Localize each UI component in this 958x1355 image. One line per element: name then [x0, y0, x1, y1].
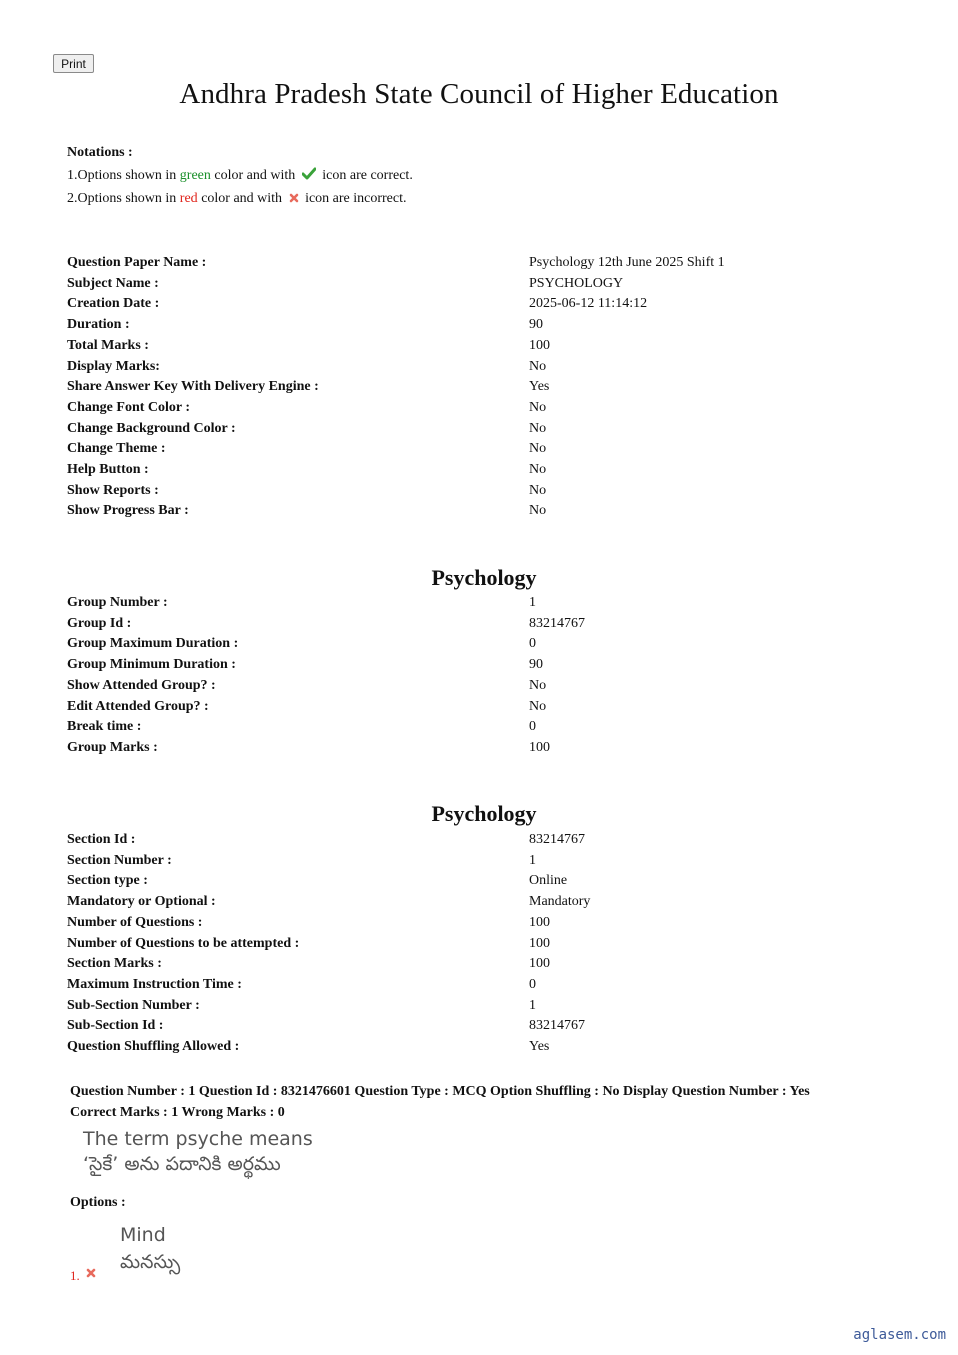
- paper-info-row: [67, 253, 887, 274]
- option-1-number: 1.: [70, 1268, 80, 1283]
- paper-info-value: 100: [529, 337, 550, 353]
- red-word: red: [179, 191, 198, 206]
- notation-text: 2.Options shown in: [67, 191, 177, 206]
- section-info-label: Section Marks :: [67, 956, 162, 972]
- section-info-label: Section Number :: [67, 852, 172, 868]
- paper-info-row: [67, 398, 887, 419]
- section-info-label: Question Shuffling Allowed :: [67, 1039, 240, 1055]
- section-info-row: [67, 871, 887, 892]
- section-info-row: [67, 851, 887, 872]
- paper-info-label: Total Marks :: [67, 337, 149, 353]
- paper-info-row: [67, 439, 887, 460]
- section-info-label: Mandatory or Optional :: [67, 894, 216, 910]
- paper-info-row: [67, 460, 887, 481]
- paper-info-row: [67, 274, 887, 295]
- group-info-label: Break time :: [67, 719, 142, 735]
- paper-info-label: Change Font Color :: [67, 399, 191, 415]
- paper-info-value: No: [529, 358, 547, 374]
- section-info-value: Online: [529, 873, 568, 889]
- section-info-row: [67, 996, 887, 1017]
- question-meta-line: Question Number : 1 Question Id : 8321476601 Question Type : MCQ Option Shuffling : No Display Question Number : Yes: [70, 1084, 810, 1099]
- section-info-label: Number of Questions :: [67, 914, 203, 930]
- paper-info-label: Change Theme :: [67, 441, 166, 457]
- group-info-table: [67, 593, 887, 759]
- paper-info-row: [67, 501, 887, 522]
- paper-info-label: Display Marks:: [67, 358, 160, 374]
- question-text: [83, 1127, 313, 1177]
- group-info-value: No: [529, 677, 547, 693]
- section-info-label: Maximum Instruction Time :: [67, 976, 242, 992]
- group-info-row: [67, 738, 887, 759]
- group-info-row: [67, 717, 887, 738]
- group-info-label: Group Number :: [67, 595, 168, 610]
- section-info-value: Mandatory: [529, 894, 591, 910]
- section-info-row: [67, 913, 887, 934]
- group-info-label: Show Attended Group? :: [67, 677, 216, 693]
- section-info-value: 83214767: [529, 1018, 585, 1034]
- notation-text: icon are incorrect.: [305, 191, 407, 206]
- paper-info-row: [67, 377, 887, 398]
- paper-info-value: 2025-06-12 11:14:12: [529, 296, 648, 312]
- section-info-value: 100: [529, 956, 550, 972]
- group-info-row: [67, 593, 887, 614]
- paper-info-value: PSYCHOLOGY: [529, 275, 624, 291]
- option-1-text-en: Mind: [120, 1224, 166, 1246]
- notation-correct: [67, 164, 413, 187]
- section-info-value: Yes: [529, 1039, 550, 1055]
- notations-heading: Notations :: [67, 145, 133, 160]
- paper-info-value: No: [529, 503, 547, 519]
- section-info-value: 83214767: [529, 832, 585, 847]
- group-info-value: No: [529, 698, 547, 714]
- group-info-row: [67, 634, 887, 655]
- print-button[interactable]: Print: [53, 54, 94, 73]
- cross-icon: [289, 193, 299, 203]
- paper-info-row: [67, 357, 887, 378]
- section-info-label: Number of Questions to be attempted :: [67, 935, 300, 951]
- group-info-row: [67, 697, 887, 718]
- paper-info-value: No: [529, 420, 547, 436]
- paper-info-value: No: [529, 462, 547, 478]
- paper-info-label: Share Answer Key With Delivery Engine :: [67, 379, 319, 395]
- group-info-value: 90: [529, 657, 543, 673]
- section-info-label: Sub-Section Id :: [67, 1018, 164, 1034]
- paper-info-label: Help Button :: [67, 462, 149, 478]
- notation-incorrect: [67, 187, 413, 210]
- section-info-row: [67, 1037, 887, 1058]
- cross-icon: [86, 1268, 96, 1278]
- section-info-row: [67, 975, 887, 996]
- section-info-label: Section Id :: [67, 832, 136, 847]
- notation-text: 1.Options shown in: [67, 168, 177, 183]
- paper-info-row: [67, 419, 887, 440]
- section-info-row: [67, 954, 887, 975]
- group-info-value: 83214767: [529, 615, 585, 631]
- question-text-en: The term psyche means: [83, 1128, 313, 1150]
- paper-info-label: Show Reports :: [67, 482, 159, 498]
- paper-info-value: No: [529, 399, 547, 415]
- group-title: Psychology: [431, 565, 537, 590]
- group-info-label: Group Minimum Duration :: [67, 657, 236, 673]
- group-info-label: Group Marks :: [67, 739, 158, 755]
- group-info-label: Group Id :: [67, 615, 132, 631]
- paper-info-label: Question Paper Name :: [67, 255, 207, 270]
- section-info-value: 1: [529, 852, 536, 868]
- notation-text: color and with: [201, 191, 283, 206]
- option-1-text-te: మనస్సు: [120, 1251, 181, 1273]
- group-info-value: 100: [529, 739, 550, 755]
- paper-info-label: Subject Name :: [67, 275, 159, 291]
- paper-info-label: Change Background Color :: [67, 420, 236, 436]
- paper-info-value: No: [529, 441, 547, 457]
- paper-info-value: Psychology 12th June 2025 Shift 1: [529, 255, 725, 270]
- group-info-value: 0: [529, 636, 536, 652]
- group-info-row: [67, 614, 887, 635]
- section-info-value: 100: [529, 935, 550, 951]
- notations: [67, 141, 413, 210]
- group-info-row: [67, 655, 887, 676]
- group-info-label: Edit Attended Group? :: [67, 698, 209, 714]
- check-icon: [302, 167, 316, 180]
- section-info-value: 1: [529, 997, 536, 1013]
- paper-info-label: Creation Date :: [67, 296, 160, 312]
- section-info-label: Sub-Section Number :: [67, 997, 200, 1013]
- section-info-row: [67, 1016, 887, 1037]
- paper-info-value: Yes: [529, 379, 550, 395]
- paper-info-row: [67, 315, 887, 336]
- paper-info-label: Show Progress Bar :: [67, 503, 189, 519]
- paper-info-row: [67, 294, 887, 315]
- paper-info-value: No: [529, 482, 547, 498]
- notation-text: color and with: [214, 168, 296, 183]
- section-title: Psychology: [431, 801, 537, 826]
- section-info-label: Section type :: [67, 873, 148, 889]
- paper-info-row: [67, 481, 887, 502]
- notation-text: icon are correct.: [322, 168, 413, 183]
- question-marks-line: Correct Marks : 1 Wrong Marks : 0: [70, 1104, 285, 1120]
- watermark: aglasem.com: [853, 1327, 946, 1343]
- section-info-row: [67, 830, 887, 851]
- paper-info-value: 90: [529, 317, 543, 333]
- paper-info-row: [67, 336, 887, 357]
- section-info-table: [67, 830, 887, 1058]
- group-info-value: 0: [529, 719, 536, 735]
- paper-info-table: [67, 253, 887, 522]
- options-label: Options :: [70, 1195, 126, 1210]
- section-info-value: 100: [529, 914, 550, 930]
- group-info-row: [67, 676, 887, 697]
- question-meta: [70, 1082, 890, 1123]
- paper-info-label: Duration :: [67, 317, 130, 333]
- section-info-row: [67, 892, 887, 913]
- group-info-label: Group Maximum Duration :: [67, 636, 239, 652]
- section-info-row: [67, 934, 887, 955]
- group-info-value: 1: [529, 595, 536, 610]
- question-text-te: ‘సైకే’ అను పదానికి అర్థము: [83, 1153, 281, 1175]
- page-title: Andhra Pradesh State Council of Higher Education: [179, 78, 779, 110]
- green-word: green: [179, 168, 211, 183]
- section-info-value: 0: [529, 976, 536, 992]
- option-1-text: [120, 1222, 180, 1276]
